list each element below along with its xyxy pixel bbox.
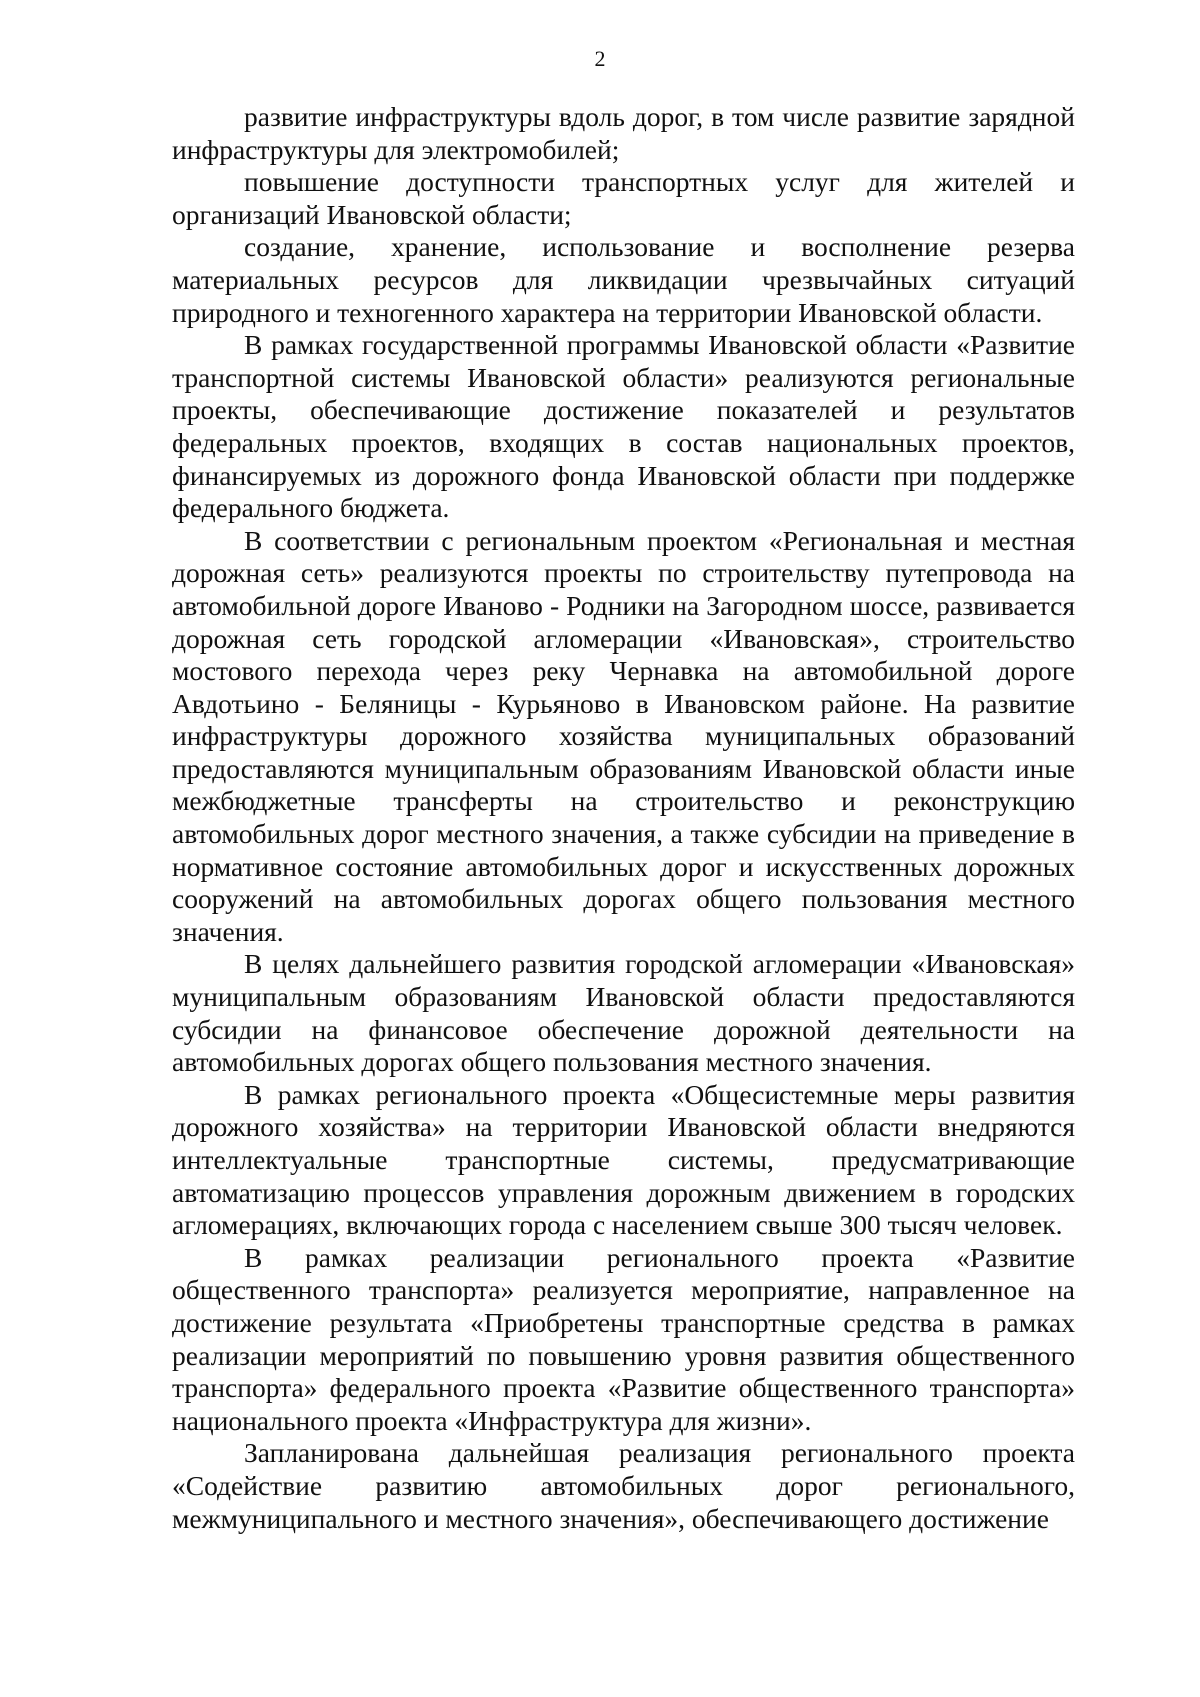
paragraph: В рамках регионального проекта «Общесистемные меры развития дорожного хозяйства» на территории Ивановской области внедряются интеллектуальные транспортные системы, предусматривающие автоматизацию процессов управления дорожным движением в городских агломерациях, включающих города с населением свыше 300 тысяч человек. xyxy=(172,1078,1075,1241)
page-number: 2 xyxy=(594,46,606,71)
document-body xyxy=(172,101,1075,1535)
paragraph: создание, хранение, использование и восполнение резерва материальных ресурсов для ликвидации чрезвычайных ситуаций природного и техногенного характера на территории Ивановской области. xyxy=(172,231,1075,328)
paragraph: В рамках реализации регионального проекта «Развитие общественного транспорта» реализуется мероприятие, направленное на достижение результата «Приобретены транспортные средства в рамках реализации мероприятий по повышению уровня развития общественного транспорта» федерального проекта «Развитие общественного транспорта» национального проекта «Инфраструктура для жизни». xyxy=(172,1241,1075,1436)
paragraph: повышение доступности транспортных услуг для жителей и организаций Ивановской области; xyxy=(172,166,1075,230)
paragraph: развитие инфраструктуры вдоль дорог, в том числе развитие зарядной инфраструктуры для электромобилей; xyxy=(172,101,1075,165)
paragraph: В рамках государственной программы Ивановской области «Развитие транспортной системы Ивановской области» реализуются региональные проекты, обеспечивающие достижение показателей и результатов федеральных проектов, входящих в состав национальных проектов, финансируемых из дорожного фонда Ивановской области при поддержке федерального бюджета. xyxy=(172,329,1075,524)
paragraph: Запланирована дальнейшая реализация регионального проекта «Содействие развитию автомобильных дорог регионального, межмуниципального и местного значения», обеспечивающего достижение xyxy=(172,1437,1075,1534)
paragraph: В целях дальнейшего развития городской агломерации «Ивановская» муниципальным образованиям Ивановской области предоставляются субсидии на финансовое обеспечение дорожной деятельности на автомобильных дорогах общего пользования местного значения. xyxy=(172,948,1075,1078)
paragraph: В соответствии с региональным проектом «Региональная и местная дорожная сеть» реализуются проекты по строительству путепровода на автомобильной дороге Иваново - Родники на Загородном шоссе, развивается дорожная сеть городской агломерации «Ивановская», строительство мостового перехода через реку Чернавка на автомобильной дороге Авдотьино - Беляницы - Курьяново в Ивановском районе. На развитие инфраструктуры дорожного хозяйства муниципальных образований предоставляются муниципальным образованиям Ивановской области иные межбюджетные трансферты на строительство и реконструкцию автомобильных дорог местного значения, а также субсидии на приведение в нормативное состояние автомобильных дорог и искусственных дорожных сооружений на автомобильных дорогах общего пользования местного значения. xyxy=(172,524,1075,947)
